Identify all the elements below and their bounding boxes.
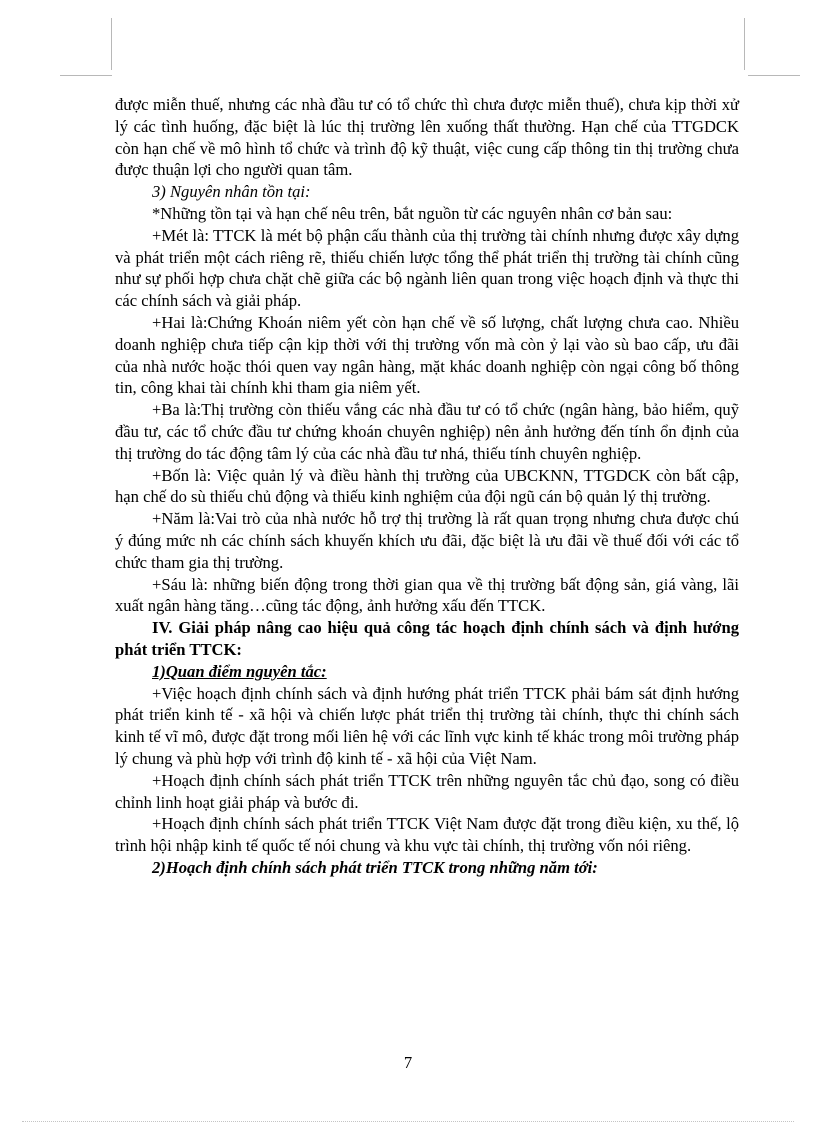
section-heading-solutions: IV. Giải pháp nâng cao hiệu quả công tác hoạch định chính sách và định hướng phát triển TTCK: xyxy=(115,618,739,659)
paragraph-cause-6: +Sáu là: những biến động trong thời gian qua về thị trường bất động sản, giá vàng, lãi xuất ngân hàng tăng…cũng tác động, ảnh hưởng xấu đến TTCK. xyxy=(115,574,739,616)
document-body xyxy=(115,94,739,879)
paragraph-causes-intro: *Những tồn tại và hạn chế nêu trên, bắt nguồn từ các nguyên nhân cơ bản sau: xyxy=(152,203,673,223)
paragraph-cause-3: +Ba là:Thị trường còn thiếu vắng các nhà đầu tư có tổ chức (ngân hàng, bảo hiểm, quỹ đầu tư, các tổ chức đầu tư chứng khoán chuyên nghiệp) nên ảnh hưởng đến tính ổn định của thị trường do tác động tâm lý của các nhà đầu tư nhá, thiếu tính chuyên nghiệp. xyxy=(115,400,739,463)
crop-mark-right-horizontal xyxy=(748,75,800,76)
crop-mark-left-vertical xyxy=(111,18,112,70)
crop-mark-left-horizontal xyxy=(60,75,112,76)
paragraph-cause-1: +Mét là: TTCK là mét bộ phận cấu thành của thị trường tài chính nhưng được xây dựng và phát triển một cách riêng rẽ, thiếu chiến lược tổng thể phát triển thị trường tài chính cũng như sự phối hợp chưa chặt chẽ giữa các bộ ngành liên quan trong việc hoạch định và thực thi các chính sách và giải pháp. xyxy=(115,225,739,311)
paragraph-principle-2: +Hoạch định chính sách phát triển TTCK trên những nguyên tắc chủ đạo, song có điều chỉnh linh hoạt giải pháp và bước đi. xyxy=(115,770,739,812)
section-heading-causes: 3) Nguyên nhân tồn tại: xyxy=(152,182,311,202)
subheading-principles: 1)Quan điểm nguyên tắc: xyxy=(152,661,327,681)
paragraph-cause-5: +Năm là:Vai trò của nhà nước hỗ trợ thị trường là rất quan trọng nhưng chưa được chú ý đúng mức nh các chính sách khuyến khích ưu đãi, đặc biệt là ưu đãi về thuế đối với các tổ chức tham gia thị trường. xyxy=(115,509,739,572)
paragraph-cause-2: +Hai là:Chứng Khoán niêm yết còn hạn chế về số lượng, chất lượng chưa cao. Nhiều doanh nghiệp chưa tiếp cận kịp thời với thị trường vốn mà còn ỷ lại vào sù bao cấp, ưu đãi của nhà nước hoặc thói quen vay ngân hàng, mặt khác doanh nghiệp còn ngại công bố thông tin, công khai tài chính khi tham gia niêm yết. xyxy=(115,312,739,398)
page-bottom-border xyxy=(22,1121,794,1122)
paragraph-cause-4: +Bốn là: Việc quản lý và điều hành thị trường của UBCKNN, TTGDCK còn bất cập, hạn chế do sù thiếu chủ động và thiếu kinh nghiệm của đội ngũ cán bộ quản lý thị trường. xyxy=(115,465,739,507)
paragraph-principle-1: +Việc hoạch định chính sách và định hướng phát triển TTCK phải bám sát định hướng phát triển kinh tế - xã hội và chiến lược phát triển thị trường tài chính, thực thi chính sách kinh tế vĩ mô, được đặt trong mối liên hệ với các lĩnh vực kinh tế khác trong môi trường pháp lý chung và phù hợp với trình độ kinh tế - xã hội của Việt Nam. xyxy=(115,683,739,768)
crop-mark-right-vertical xyxy=(744,18,745,70)
subheading-policy-planning: 2)Hoạch định chính sách phát triển TTCK trong những năm tới: xyxy=(152,857,598,877)
paragraph-continuation: được miễn thuế, nhưng các nhà đầu tư có tổ chức thì chưa được miễn thuế), chưa kịp thời xử lý các tình huống, đặc biệt là lúc thị trường lên xuống thất thường. Hạn chế của TTGDCK còn hạn chế về mô hình tổ chức và trình độ kỹ thuật, việc cung cấp thông tin thị trường chưa được thuận lợi cho người quan tâm. xyxy=(115,95,739,180)
page-number: 7 xyxy=(403,1053,413,1072)
paragraph-principle-3: +Hoạch định chính sách phát triển TTCK Việt Nam được đặt trong điều kiện, xu thế, lộ trình hội nhập kinh tế quốc tế nói chung và khu vực tài chính, thị trường vốn nói riêng. xyxy=(115,814,739,856)
